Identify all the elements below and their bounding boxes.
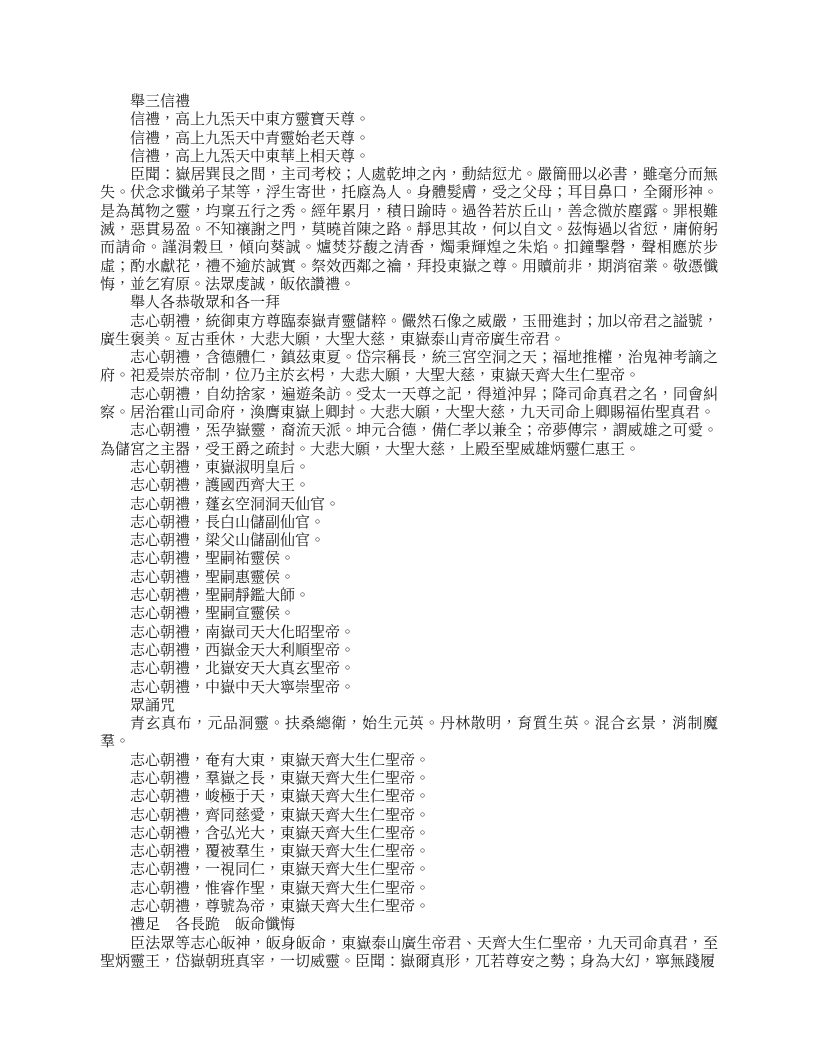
text-paragraph: 志心朝禮，聖嗣靜鑑大師。 [130, 588, 311, 605]
text-paragraph: 志心朝禮，南嶽司天大化昭聖帝。 [130, 624, 356, 641]
section-heading: 舉人各恭敬眾和各一拜 [130, 295, 281, 312]
section-heading: 舉三信禮 [130, 94, 191, 110]
text-paragraph: 志心朝禮，聖嗣惠靈侯。 [130, 569, 296, 586]
text-paragraph: 臣聞：嶽居巽艮之間，主司考校；人處乾坤之內，動結愆尤。嚴簡冊以必書，雖毫分而無失。伏念求懺弟子某等，浮生寄世，托廕為人。身體髮膚，受之父母；耳目鼻口，全爾形神。是為萬物之靈，均稟五行之秀。經年累月，積日踰時。過咎若於丘山，善念微於塵露。罪根難滅，惡貫易盈。不知禳謝之門，莫曉首陳之路。靜思其故，何以自文。茲悔過以省愆，庸俯躬而請命。謹涓穀旦，傾向葵誠。爐焚芬馥之清香，燭秉輝煌之朱焰。扣鐘擊磬，聲相應於步虛；酌水獻花，禮不逾於誠實。祭效西鄰之禴，拜投東嶽之尊。用贖前非，期消宿業。敬憑懺悔，並乞宥原。法眾虔誠，皈依讚禮。 [100, 167, 718, 293]
text-paragraph: 志心朝禮，梁父山儲副仙官。 [130, 533, 326, 550]
text-paragraph: 志心朝禮，炁孕嶽靈，裔流天派。坤元合德，備仁孝以兼全；帝夢傳宗，謂威雄之可愛。為儲宮之主器，受王爵之疏封。大悲大願，大聖大慈，上殿至聖威雄炳靈仁惠王。 [100, 423, 718, 458]
text-paragraph: 志心朝禮，惟睿作聖，東嶽天齊大生仁聖帝。 [130, 880, 431, 897]
text-paragraph: 志心朝禮，東嶽淑明皇后。 [130, 459, 311, 476]
text-paragraph: 志心朝禮，自幼捨家，遍遊条訪。受太一天尊之記，得道沖昇；降司命真君之名，同會糾察。居治霍山司命府，渙膺東嶽上卿封。大悲大願，大聖大慈，九天司命上卿賜福佑聖真君。 [100, 386, 718, 422]
text-paragraph: 信禮，高上九炁天中東方靈寶天尊。 [130, 112, 371, 129]
text-paragraph: 志心朝禮，聖嗣祐靈侯。 [130, 551, 296, 568]
text-paragraph: 志心朝禮，護國西齊大王。 [130, 478, 311, 495]
text-paragraph: 志心朝禮，蓬玄空洞洞天仙官。 [130, 496, 341, 513]
text-body [100, 93, 718, 971]
text-paragraph: 志心朝禮，尊號為帝，東嶽天齊大生仁聖帝。 [130, 899, 431, 916]
text-paragraph: 志心朝禮，一視同仁，東嶽天齊大生仁聖帝。 [130, 862, 431, 879]
text-paragraph: 志心朝禮，含弘光大，東嶽天齊大生仁聖帝。 [130, 825, 431, 842]
section-heading: 禮足 各長跪 皈命懺悔 [130, 917, 296, 934]
text-paragraph: 志心朝禮，覆被羣生，東嶽天齊大生仁聖帝。 [130, 844, 431, 861]
text-paragraph: 青玄真布，元品洞靈。扶桑總衛，始生元英。丹林散明，育質生英。混合玄景，消制魔羣。 [100, 716, 718, 751]
text-paragraph: 信禮，高上九炁天中青靈始老天尊。 [130, 130, 371, 147]
text-paragraph: 志心朝禮，奄有大東，東嶽天齊大生仁聖帝。 [130, 752, 431, 769]
text-paragraph: 志心朝禮，長白山儲副仙官。 [130, 514, 326, 531]
section-heading: 眾誦咒 [130, 697, 176, 714]
text-paragraph: 臣法眾等志心皈神，皈身皈命，東嶽泰山廣生帝君、天齊大生仁聖帝，九天司命真君，至聖炳靈王，岱嶽朝班真宰，一切威靈。臣聞：嶽爾真形，兀若尊安之勢；身為大幻，寧無踐履 [100, 935, 718, 970]
text-paragraph: 信禮，高上九炁天中東華上相天尊。 [130, 148, 371, 165]
text-paragraph: 志心朝禮，聖嗣宣靈侯。 [130, 606, 296, 623]
text-paragraph: 志心朝禮，中嶽中天大寧崇聖帝。 [130, 679, 356, 696]
text-paragraph: 志心朝禮，含德體仁，鎮茲東夏。岱宗稱長，統三宮空洞之天；福地推權，治鬼神考謫之府。祀爰崇於帝制，位乃主於玄枵，大悲大願，大聖大慈，東嶽天齊大生仁聖帝。 [100, 350, 718, 385]
text-paragraph: 志心朝禮，羣嶽之長，東嶽天齊大生仁聖帝。 [130, 770, 431, 787]
text-paragraph: 志心朝禮，齊同慈愛，東嶽天齊大生仁聖帝。 [130, 807, 431, 824]
text-paragraph: 志心朝禮，北嶽安天大真玄聖帝。 [130, 661, 356, 678]
text-paragraph: 志心朝禮，西嶽金天大利順聖帝。 [130, 642, 356, 659]
text-paragraph: 志心朝禮，峻極于天，東嶽天齊大生仁聖帝。 [130, 789, 431, 806]
text-paragraph: 志心朝禮，統御東方尊臨泰嶽青靈儲粹。儼然石像之威嚴，玉冊進封；加以帝君之謚號，廣生褒美。亙古垂休，大悲大願，大聖大慈，東嶽泰山青帝廣生帝君。 [100, 313, 718, 348]
